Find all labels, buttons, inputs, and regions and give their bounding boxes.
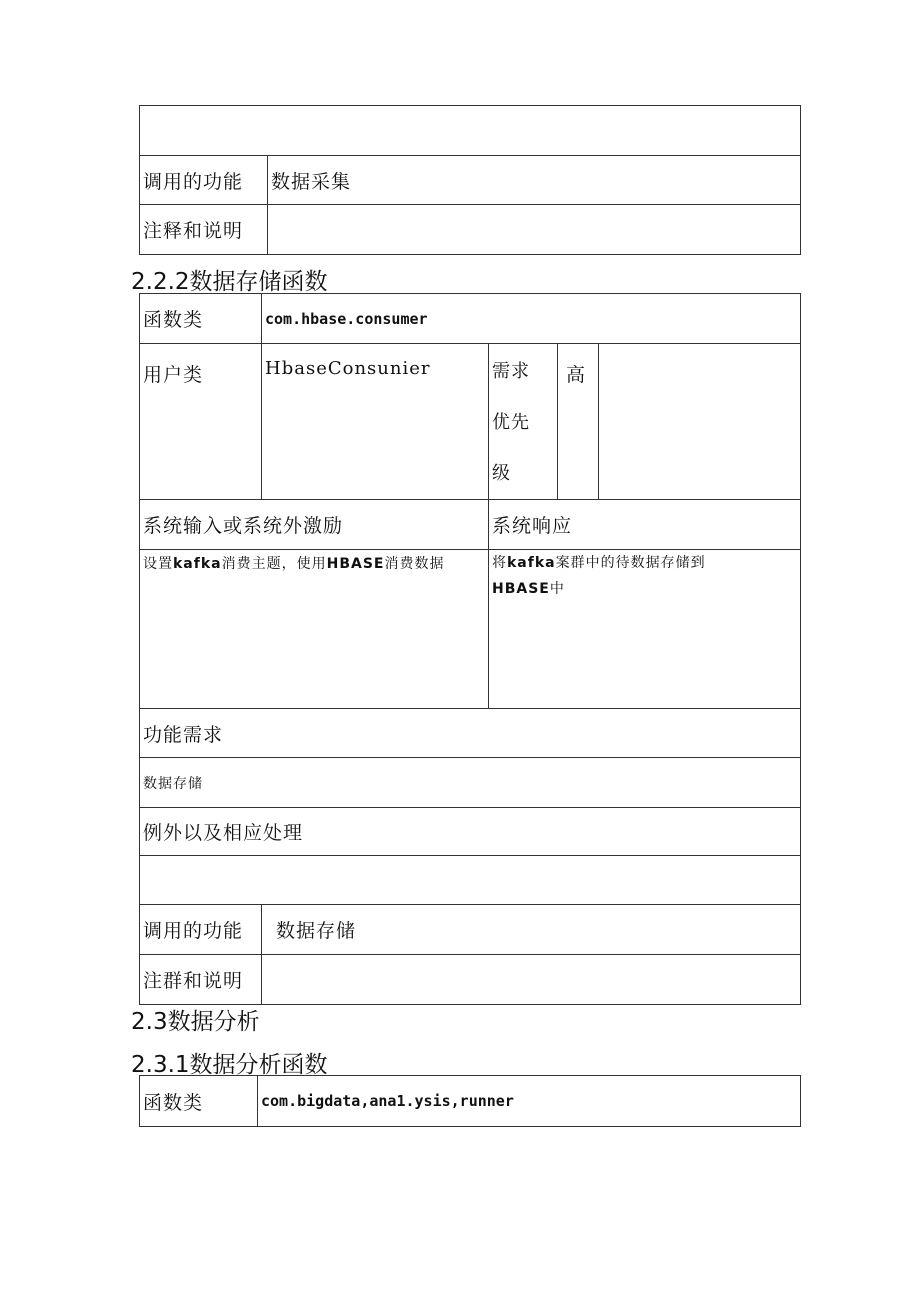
- priority-label-line-2: 优先: [492, 412, 530, 433]
- call-function-value: 数据存储: [262, 905, 801, 955]
- section-heading-2-3: 2.3数据分析: [131, 1009, 260, 1035]
- table-data-analysis-function: [139, 1075, 801, 1127]
- section-heading-2-2-2: 2.2.2数据存储函数: [131, 269, 328, 295]
- empty-row: [140, 106, 801, 156]
- priority-empty-cell: [599, 344, 801, 500]
- call-function-label: 调用的功能: [140, 905, 262, 955]
- user-class-value: HbaseConsunier: [262, 344, 489, 500]
- response-hbase: HBASE: [492, 581, 550, 597]
- response-text-2: 案群中的待数据存储到: [555, 555, 706, 571]
- functional-requirement-value: 数据存储: [140, 758, 801, 808]
- notes-label: 注释和说明: [140, 205, 268, 255]
- system-response-value: [489, 550, 801, 709]
- user-class-label: 用户类: [140, 344, 262, 500]
- notes-value: [262, 955, 801, 1005]
- table-previous-section: [139, 105, 801, 255]
- input-kafka: kafka: [173, 556, 222, 572]
- notes-value: [268, 205, 801, 255]
- function-class-label: 函数类: [140, 1076, 258, 1127]
- call-function-label: 调用的功能: [140, 156, 268, 205]
- notes-label: 注群和说明: [140, 955, 262, 1005]
- section-heading-2-3-1: 2.3.1数据分析函数: [131, 1052, 328, 1078]
- priority-label-line-1: 需求: [492, 361, 530, 382]
- input-hbase: HBASE: [326, 556, 385, 572]
- response-kafka: kafka: [507, 555, 556, 571]
- functional-requirement-label: 功能需求: [140, 709, 801, 758]
- priority-value: 高: [558, 344, 599, 500]
- exception-handling-value: [140, 856, 801, 905]
- input-text-3: 消费数据: [384, 556, 445, 572]
- exception-handling-label: 例外以及相应处理: [140, 808, 801, 856]
- priority-label-line-3: 级: [492, 463, 511, 484]
- system-response-label: 系统响应: [489, 500, 801, 550]
- response-text-1: 将: [492, 555, 507, 571]
- function-class-value: com.bigdata,ana1.ysis,runner: [258, 1076, 801, 1127]
- function-class-label: 函数类: [140, 294, 262, 344]
- response-text-3: 中: [549, 581, 565, 597]
- priority-label: [489, 344, 558, 500]
- function-class-value: com.hbase.consumer: [262, 294, 801, 344]
- system-input-value: [140, 550, 489, 709]
- table-data-storage-function: [139, 293, 801, 1005]
- input-text-1: 设置: [143, 556, 173, 572]
- system-input-label: 系统输入或系统外激励: [140, 500, 489, 550]
- call-function-value: 数据采集: [268, 156, 801, 205]
- input-text-2: 消费主题，使用: [221, 556, 327, 572]
